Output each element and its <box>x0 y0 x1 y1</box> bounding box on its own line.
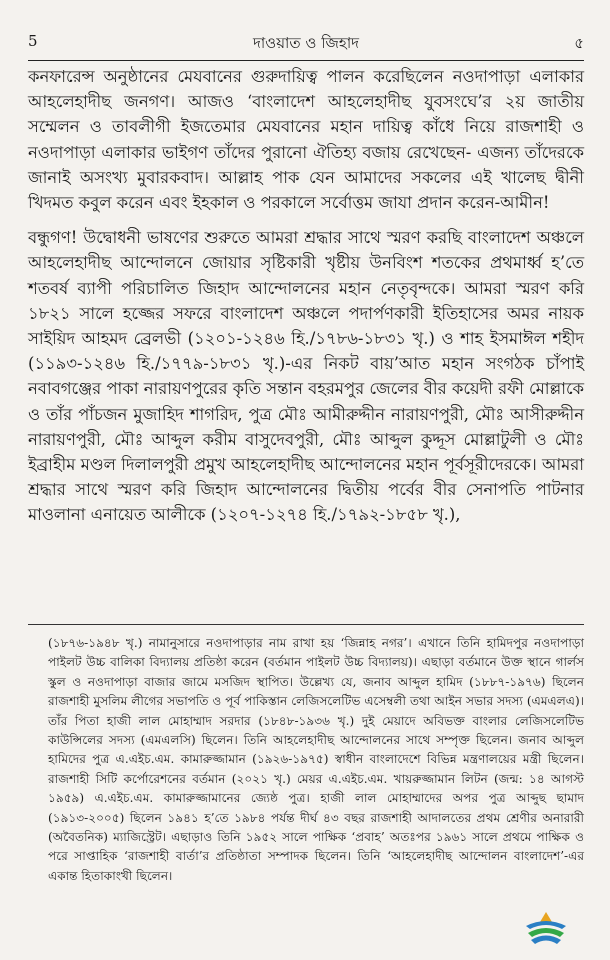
running-header <box>28 32 584 56</box>
logo-blue-wing <box>526 921 566 929</box>
logo-orange-triangle <box>540 912 552 922</box>
footnote-rule <box>28 624 584 625</box>
page-number-bengali: ৫ <box>574 34 584 52</box>
running-title: দাওয়াত ও জিহাদ <box>252 34 360 52</box>
paragraph-2: বন্ধুগণ! উদ্বোধনী ভাষণের শুরুতে আমরা শ্রদ্ধার সাথে স্মরণ করছি বাংলাদেশ অঞ্চলে আহলেহাদীছ আন্দোলনে জোয়ার সৃষ্টিকারী খৃষ্টীয় উনবিংশ শতকের প্রথমার্ধ্ব হ’তে শতবর্ষ ব্যাপী পরিচালিত জিহাদ আন্দোলনের মহান নেতৃবৃন্দকে। আমরা স্মরণ করি ১৮২১ সালে হজ্জের সফরে বাংলাদেশ অঞ্চলে পদার্পণকারী ইতিহাসের অমর নায়ক সাইয়িদ আহমদ ব্রেলভী (১২০১-১২৪৬ হি./১৭৮৬-১৮৩১ খৃ.) ও শাহ ইসমাঈল শহীদ (১১৯৩-১২৪৬ হি./১৭৭৯-১৮৩১ খৃ.)-এর নিকট বায়’আত মহান সংগঠক চাঁপাই নবাবগঞ্জের পাকা নারায়ণপুরের কৃতি সন্তান বহরমপুর জেলের বীর কয়েদী রফী মোল্লাকে ও তাঁর পাঁচজন মুজাহিদ শাগরিদ, পুত্র মৌঃ আমীরুদ্দীন নারায়ণপুরী, মৌঃ আসীরুদ্দীন নারায়ণপুরী, মৌঃ আব্দুল করীম বাসুদেবপুরী, মৌঃ আব্দুল কুদ্দূস মোল্লাটুলী ও মৌঃ ইব্রাহীম মণ্ডল দিলালপুরী প্রমুখ আহলেহাদীছ আন্দোলনের মহান পূর্বসূরীদেরকে। আমরা শ্রদ্ধার সাথে স্মরণ করি জিহাদ আন্দোলনের দ্বিতীয় পর্বের বীর সেনাপতি পাটনার মাওলানা এনায়েত আলীকে (১২০৭-১২৭৪ হি./১৭৯২-১৮৫৮ খৃ.), <box>28 228 584 525</box>
paragraph-1: কনফারেন্স অনুষ্ঠানের মেযবানের গুরুদায়িত্ব পালন করেছিলেন নওদাপাড়া এলাকার আহলেহাদীছ জনগণ। আজও ‘বাংলাদেশ আহলেহাদীছ যুবসংঘে’র ২য় জাতীয় সম্মেলন ও তাবলীগী ইজতেমার মেযবানের মহান দায়িত্ব কাঁধে নিয়ে রাজশাহী ও নওদাপাড়া এলাকার ভাইগণ তাঁদের পুরানো ঐতিহ্য বজায় রেখেছেন- এজন্য তাঁদেরকে জানাই অসংখ্য মুবারকবাদ। আল্লাহ পাক যেন আমাদের সকলের এই খালেছ দ্বীনী খিদমত কবুল করেন এবং ইহকাল ও পরকালে সর্বোত্তম জাযা প্রদান করেন-আমীন! <box>28 67 584 213</box>
page-number-latin: 5 <box>28 32 38 50</box>
header-rule <box>28 60 584 61</box>
publisher-logo-icon <box>522 910 570 948</box>
main-text <box>28 64 584 528</box>
footnote <box>48 634 584 886</box>
footnote-text: (১৮৭৬-১৯৪৮ খৃ.) নামানুসারে নওদাপাড়ার নাম রাখা হয় ‘জিন্নাহ নগর’। এখানে তিনি হামিদপুর নওদাপাড়া পাইলট উচ্চ বালিকা বিদ্যালয় প্রতিষ্ঠা করেন (বর্তমান পাইলট উচ্চ বিদ্যালয়)। এছাড়া বর্তমানে উক্ত স্থানে গার্লস স্কুল ও নওদাপাড়া বাজার জামে মসজিদ স্থাপিত। উল্লেখ্য যে, জনাব আব্দুল হামিদ (১৮৮৭-১৯৭৬) ছিলেন রাজশাহী মুসলিম লীগের সভাপতি ও পূর্ব পাকিস্তান লেজিসলেটিভ এসেম্বলী তথা আইন সভার সদস্য (এমএলএ)। তাঁর পিতা হাজী লাল মোহাম্মাদ সরদার (১৮৪৮-১৯৩৬ খৃ.) দুই মেয়াদে অবিভক্ত বাংলার লেজিসলেটিভ কাউন্সিলের সদস্য (এমএলসি) ছিলেন। তিনি আহলেহাদীছ আন্দোলনের সাথে সম্পৃক্ত ছিলেন। জনাব আব্দুল হামিদের পুত্র এ.এইচ.এম. কামারুজ্জামান (১৯২৬-১৯৭৫) স্বাধীন বাংলাদেশে বিভিন্ন মন্ত্রণালয়ের মন্ত্রী ছিলেন। রাজশাহী সিটি কর্পোরেশনের বর্তমান (২০২১ খৃ.) মেয়র এ.এইচ.এম. খায়রুজ্জামান লিটন (জন্ম: ১৪ আগস্ট ১৯৫৯) এ.এইচ.এম. কামারুজ্জামানের জ্যেষ্ঠ পুত্র। হাজী লাল মোহাম্মাদের অপর পুত্র আব্দুছ ছামাদ (১৯১৩-২০০৫) ছিলেন ১৯৪১ হ’তে ১৯৮৪ পর্যন্ত দীর্ঘ ৪৩ বছর রাজশাহী আদালতের প্রথম শ্রেণীর অনারারী (অবৈতনিক) ম্যাজিস্ট্রেট। এছাড়াও তিনি ১৯৫২ সালে পাক্ষিক ‘প্রবাহ’ অতঃপর ১৯৬১ সালে প্রথমে পাক্ষিক ও পরে সাপ্তাহিক ‘রাজশাহী বার্তা’র প্রতিষ্ঠাতা সম্পাদক ছিলেন। তিনি ‘আহলেহাদীছ আন্দোলন বাংলাদেশ’-এর একান্ত হিতাকাংখী ছিলেন। <box>48 636 584 883</box>
logo-blue-wing-lower <box>531 936 561 945</box>
